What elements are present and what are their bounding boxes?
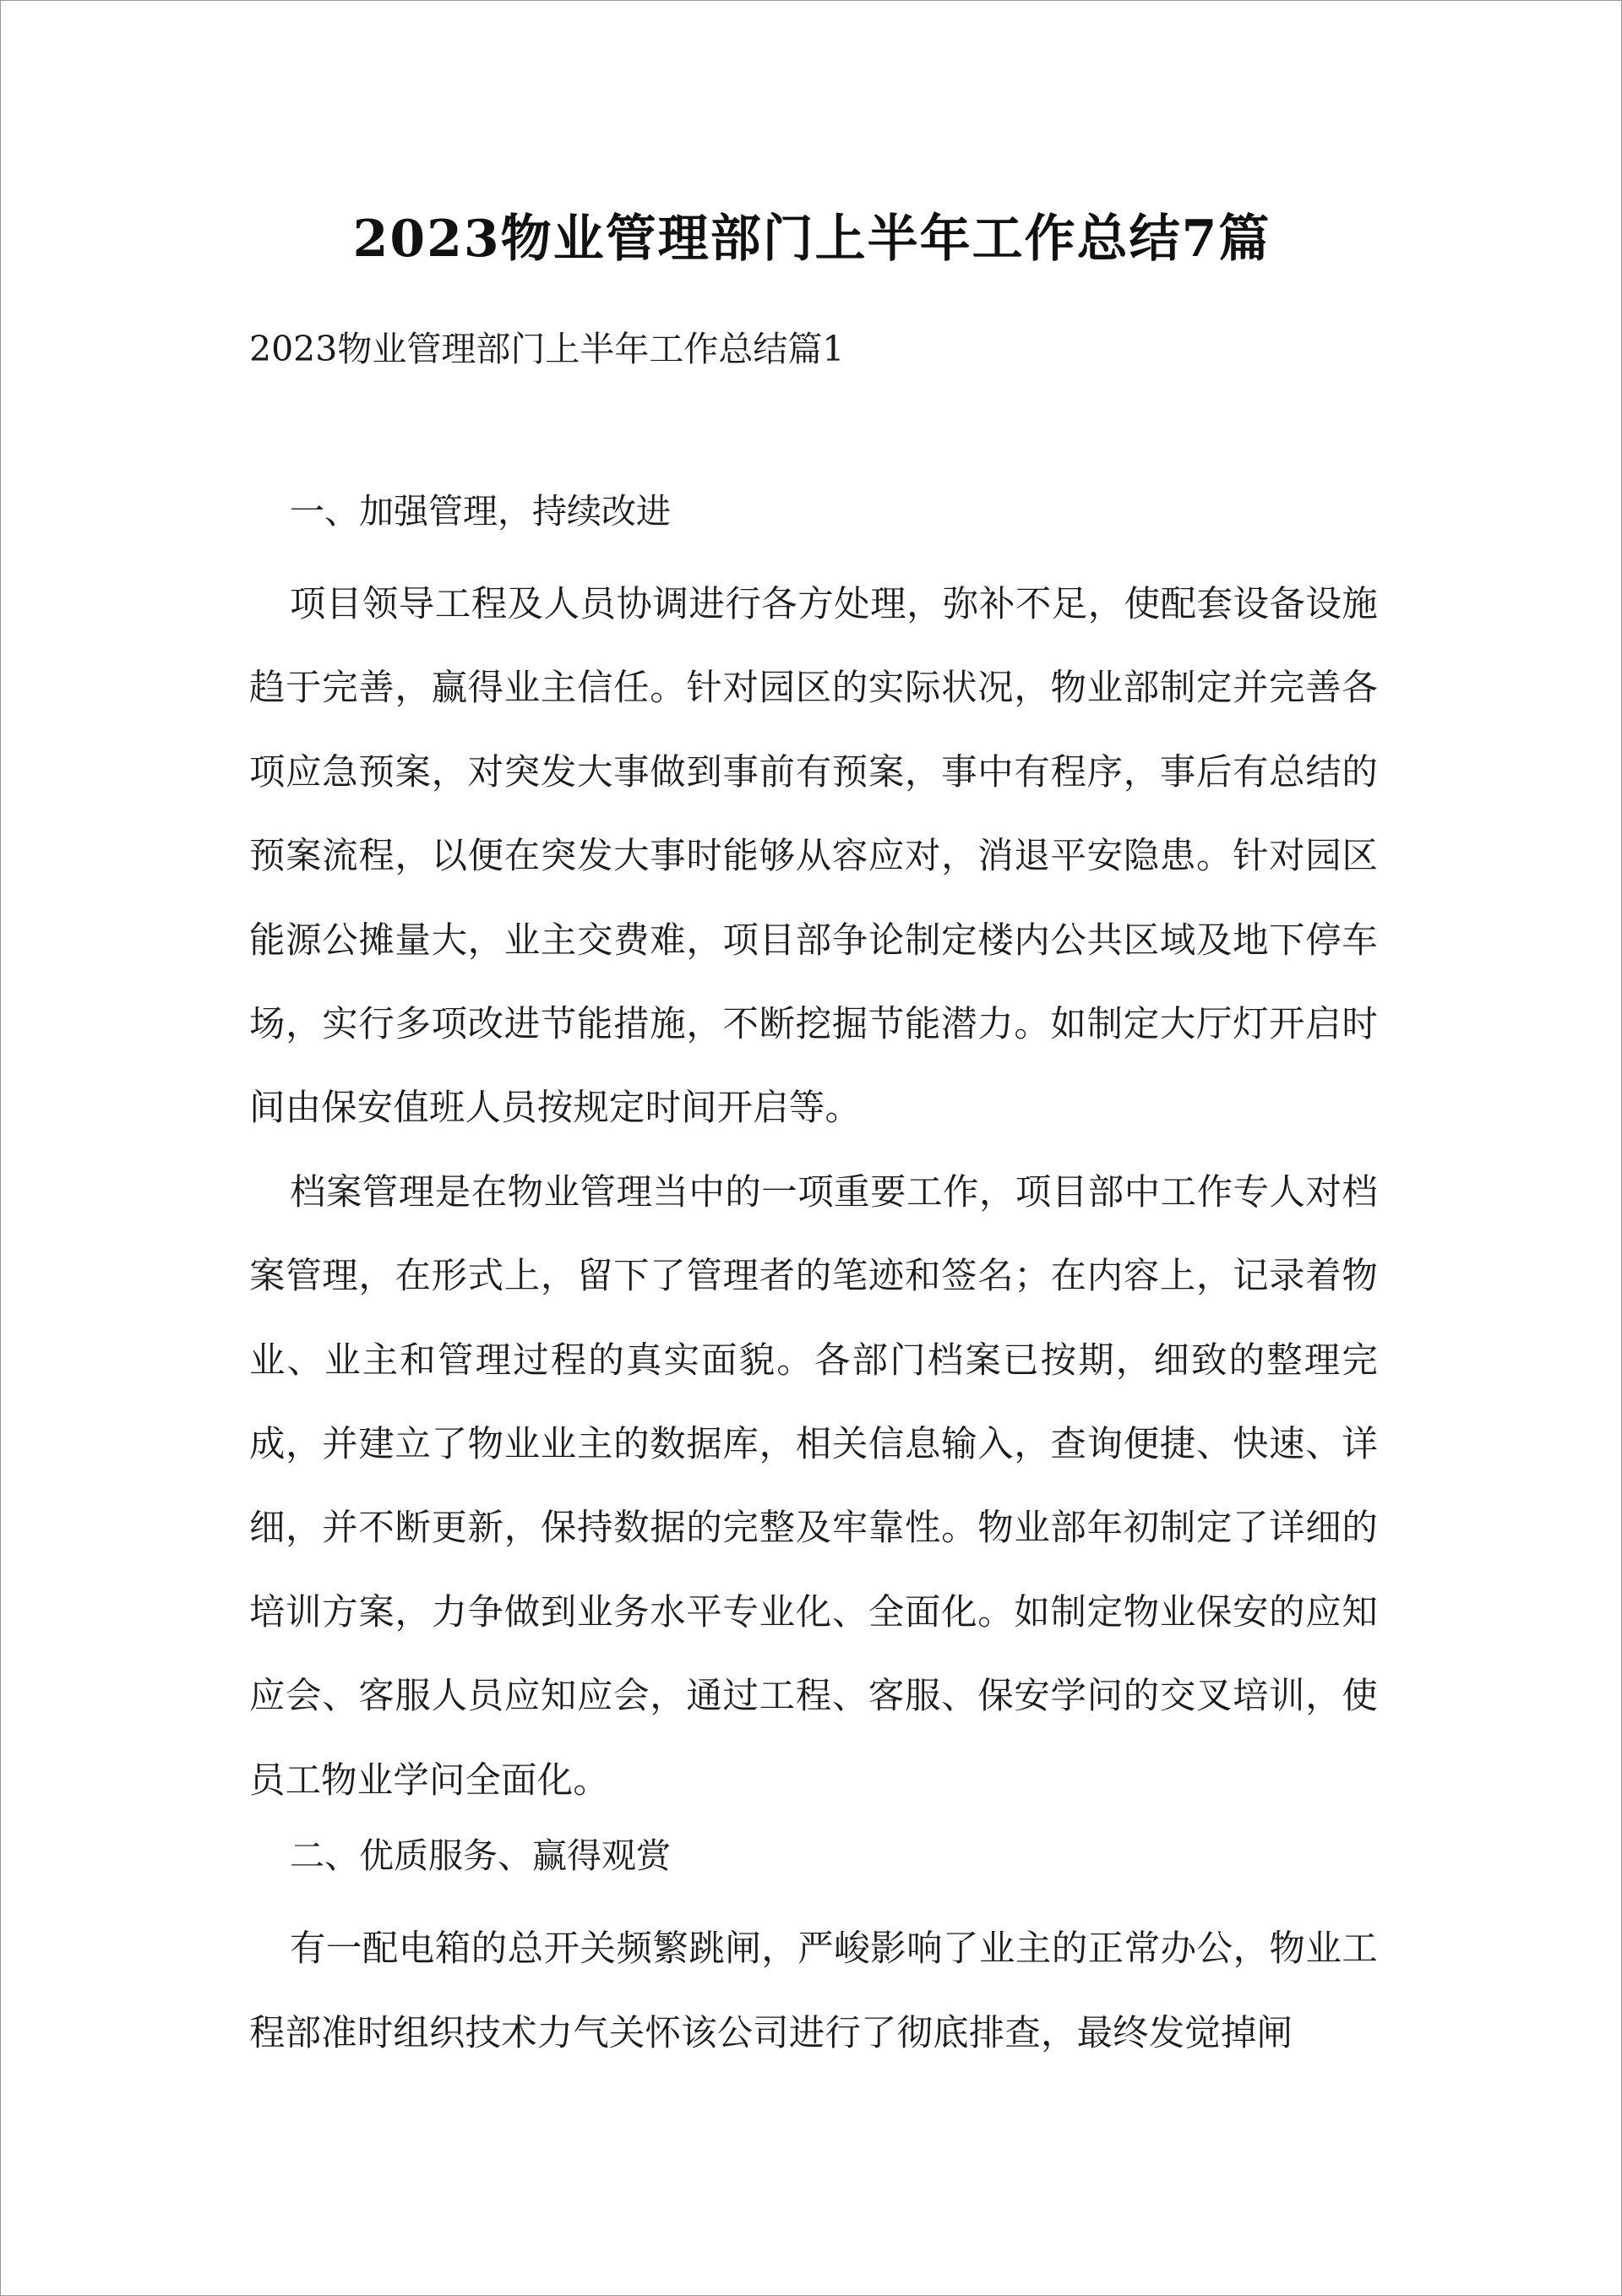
- document-body: [249, 315, 1378, 2075]
- document-subtitle: 2023物业管理部门上半年工作总结篇1: [249, 329, 845, 369]
- section-heading: 二、优质服务、赢得观赏: [290, 1835, 671, 1877]
- section-2: [249, 1822, 1378, 2075]
- section-1: [249, 477, 1378, 1822]
- paragraph: 项目领导工程及人员协调进行各方处理，弥补不足，使配套设备设施趋于完善，赢得业主信任。针对园区的实际状况，物业部制定并完善各项应急预案，对突发大事做到事前有预案，事中有程序，事后有总结的预案流程，以便在突发大事时能够从容应对，消退平安隐患。针对园区能源公摊量大，业主交费难，项目部争论制定楼内公共区域及地下停车场，实行多项改进节能措施，不断挖掘节能潜力。如制定大厅灯开启时间由保安值班人员按规定时间开启等。: [249, 583, 1378, 1129]
- paragraph: 档案管理是在物业管理当中的一项重要工作，项目部中工作专人对档案管理，在形式上，留下了管理者的笔迹和签名；在内容上，记录着物业、业主和管理过程的真实面貌。各部门档案已按期，细致的整理完成，并建立了物业业主的数据库，相关信息输入，查询便捷、快速、详细，并不断更新，保持数据的完整及牢靠性。物业部年初制定了详细的培训方案，力争做到业务水平专业化、全面化。如制定物业保安的应知应会、客服人员应知应会，通过工程、客服、保安学问的交叉培训，使员工物业学问全面化。: [249, 1170, 1378, 1801]
- paragraph: 有一配电箱的总开关频繁跳闸，严峻影响了业主的正常办公，物业工程部准时组织技术力气关怀该公司进行了彻底排查，最终发觉掉闸: [249, 1928, 1378, 2053]
- section-heading: 一、加强管理，持续改进: [290, 491, 671, 532]
- document-title: 2023物业管理部门上半年工作总结7篇: [352, 210, 1271, 269]
